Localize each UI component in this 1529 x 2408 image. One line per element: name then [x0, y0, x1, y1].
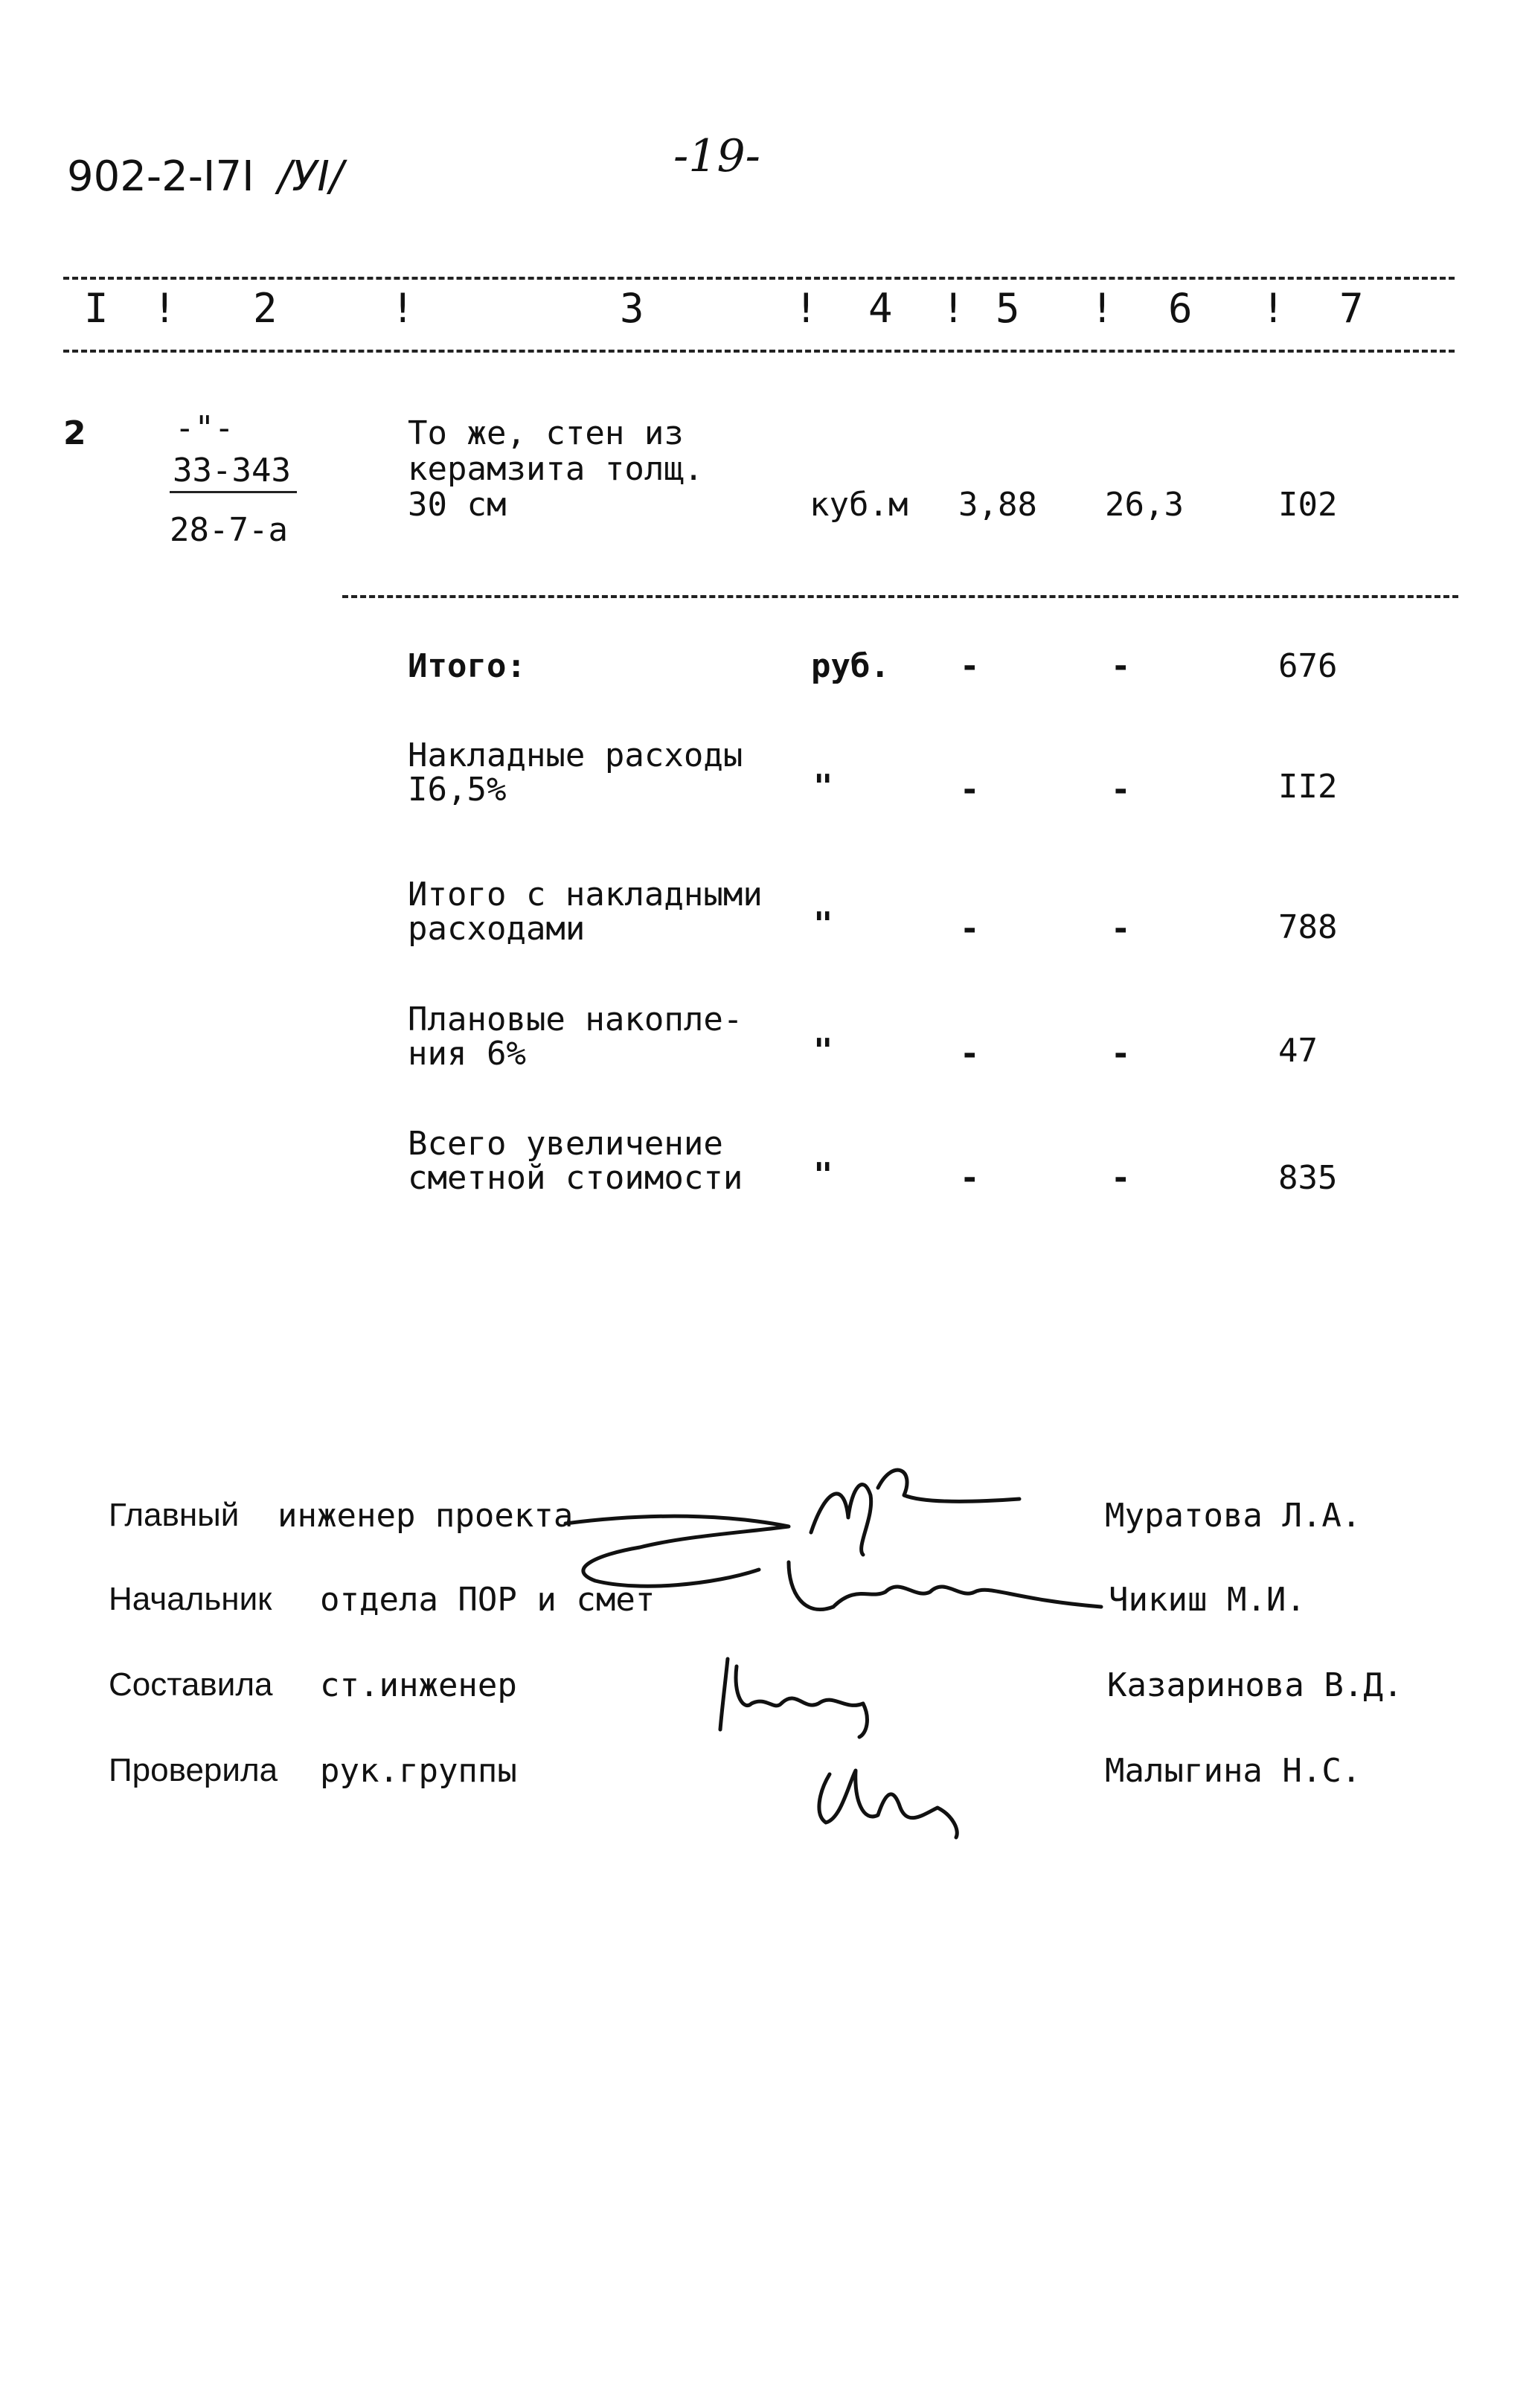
- summary-col6: -: [1111, 1159, 1131, 1197]
- signature-role-a: Начальник: [109, 1581, 272, 1617]
- signature-role-a: Составила: [109, 1666, 273, 1703]
- col-header-1: I: [84, 285, 109, 332]
- col-sep: !: [391, 285, 415, 332]
- summary-col6: -: [1111, 647, 1131, 685]
- summary-col5: -: [960, 647, 980, 685]
- signature-role-b: рук.группы: [320, 1752, 517, 1790]
- summary-unit: ": [813, 905, 833, 943]
- summary-col5: -: [960, 1035, 980, 1073]
- summary-total: 835: [1278, 1159, 1338, 1197]
- row-ref-mark: -"-: [175, 409, 234, 447]
- doc-album: /УI/: [278, 152, 344, 201]
- row-desc-line-2: керамзита толщ.: [408, 450, 704, 488]
- summary-label-line-2: сметной стоимости: [408, 1159, 743, 1197]
- summary-label-line-2: I6,5%: [408, 771, 507, 809]
- signature-role-b: инженер проекта: [278, 1497, 574, 1535]
- row-price: 26,3: [1105, 486, 1184, 524]
- row-ref-code: 33-343: [170, 454, 297, 493]
- summary-label-line-1: Итого с накладными: [408, 876, 763, 914]
- summary-unit: руб.: [811, 647, 890, 685]
- summary-col5: -: [960, 910, 980, 948]
- signature-stroke-2: [811, 1485, 871, 1555]
- signature-stroke-6: [819, 1770, 957, 1837]
- col-sep: !: [794, 285, 818, 332]
- col-header-6: 6: [1168, 285, 1193, 332]
- col-header-7: 7: [1339, 285, 1364, 332]
- signature-name: Казаринова В.Д.: [1107, 1666, 1403, 1704]
- col-sep: !: [941, 285, 966, 332]
- signature-stroke-1: [565, 1516, 789, 1586]
- row-ref-sub: 28-7-а: [170, 511, 288, 549]
- row-desc-line-1: То же, стен из: [408, 414, 684, 452]
- col-sep: !: [153, 285, 177, 332]
- summary-col5: -: [960, 771, 980, 809]
- summary-label-line-2: расходами: [408, 910, 586, 948]
- signature-role-a: Проверила: [109, 1752, 278, 1788]
- signature-role-b: ст.инженер: [320, 1666, 517, 1704]
- page-number: -19-: [673, 130, 760, 182]
- signature-stroke-4: [789, 1562, 1101, 1610]
- signature-stroke-5: [720, 1659, 867, 1737]
- summary-col6: -: [1111, 1035, 1131, 1073]
- summary-label-line-2: ния 6%: [408, 1035, 526, 1073]
- summary-unit: ": [813, 1032, 833, 1070]
- col-sep: !: [1090, 285, 1115, 332]
- col-header-3: 3: [620, 285, 644, 332]
- signature-role-b: отдела ПОР и смет: [320, 1581, 655, 1619]
- signature-stroke-3: [878, 1470, 1019, 1501]
- summary-total: 47: [1278, 1032, 1318, 1070]
- col-header-4: 4: [868, 285, 893, 332]
- signature-role-a: Главный: [109, 1497, 240, 1533]
- row-unit: куб.м: [810, 486, 908, 524]
- summary-unit: ": [813, 1156, 833, 1194]
- summary-total: 676: [1278, 647, 1338, 685]
- summary-total: 788: [1278, 908, 1338, 946]
- row-qty: 3,88: [958, 486, 1037, 524]
- summary-col6: -: [1111, 910, 1131, 948]
- signature-name: Муратова Л.А.: [1105, 1497, 1362, 1535]
- summary-total: II2: [1278, 768, 1338, 806]
- summary-col6: -: [1111, 771, 1131, 809]
- summary-col5: -: [960, 1159, 980, 1197]
- col-sep: !: [1261, 285, 1286, 332]
- doc-code-number: 902-2-I7I: [67, 152, 254, 201]
- row-desc-line-3: 30 см: [408, 486, 507, 524]
- row-number: 2: [63, 414, 86, 452]
- signature-name: Чикиш М.И.: [1109, 1581, 1306, 1619]
- summary-label-line-1: Всего увеличение: [408, 1125, 723, 1163]
- summary-label-line-1: Плановые накопле-: [408, 1001, 743, 1038]
- col-header-2: 2: [253, 285, 278, 332]
- row-total: I02: [1278, 486, 1338, 524]
- col-header-5: 5: [996, 285, 1020, 332]
- summary-label-line-1: Накладные расходы: [408, 736, 743, 774]
- signature-name: Малыгина Н.С.: [1105, 1752, 1362, 1790]
- summary-unit: ": [813, 768, 833, 806]
- summary-label: Итого:: [408, 647, 526, 685]
